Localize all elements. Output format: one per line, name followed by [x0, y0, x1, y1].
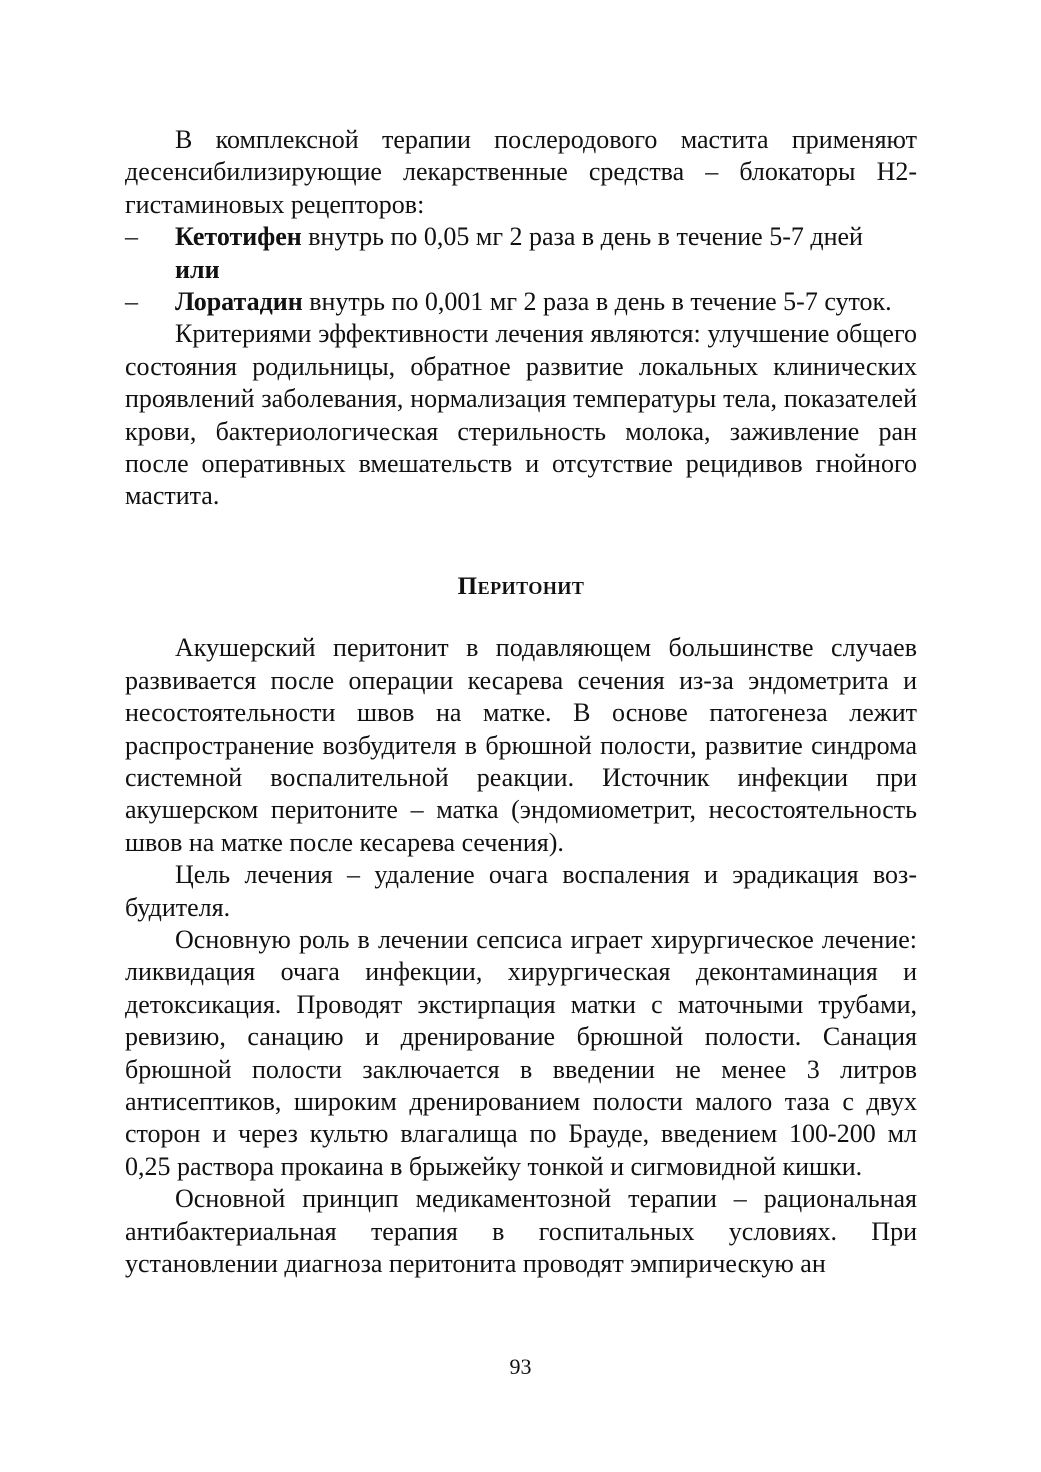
- body-paragraph: Основную роль в лечении сепсиса играет хирургическое лечение: ликвидация очага инфекции, хирургическая деконтаминация и детоксикация. Проводят экстирпация матки с маточными трубами, ревизию, санацию и дренирование брюшной полости. Санация брюшной полости заключается в введении не менее 3 литров антисептиков, широким дренированием полости малого таза с двух сторон и через культю влагалища по Брауде, введением 100-200 мл 0,25 раствора прокаина в брыжейку тонкой и сигмовидной кишки.: [125, 924, 917, 1181]
- list-dash: –: [125, 222, 138, 252]
- drug-dosage: внутрь по 0,05 мг 2 раза в день в течение 5-7 дней: [301, 222, 863, 252]
- criteria-paragraph: Критериями эффективности лечения являются: улучшение общего состояния родильницы, обратное развитие локальных клинических проявлений заболевания, нормализация температуры тела, показателей крови, бактериологическая стерильность молока, заживление ран после оперативных вмешательств и отсутствие рецидивов гнойного мастита.: [125, 319, 917, 511]
- list-item: [125, 286, 917, 318]
- body-paragraph: Основной принцип медикаментозной терапии – рациональная антибактериальная терапия в госпитальных условиях. При установлении диагноза перитонита проводят эмпирическую ан: [125, 1184, 917, 1278]
- list-dash: –: [125, 287, 138, 317]
- page-number: 93: [509, 1354, 532, 1379]
- intro-paragraph: В комплексной терапии послеродового мастита применяют десенсибилизирующие лекарственные средства – блокаторы Н2-гистаминовых рецепторов:: [125, 125, 917, 219]
- section-heading: Перитонит: [457, 572, 585, 600]
- drug-dosage: внутрь по 0,001 мг 2 раза в день в течение 5-7 суток.: [302, 287, 892, 317]
- drug-name: Кетотифен: [175, 222, 302, 252]
- drug-name: Лоратадин: [175, 287, 303, 317]
- body-paragraph: Цель лечения – удаление очага воспаления и эрадикация возбудителя.: [125, 860, 917, 922]
- page-content: [125, 124, 917, 1280]
- drug-list: [125, 221, 917, 318]
- list-connector: или: [175, 254, 220, 284]
- body-paragraph: Акушерский перитонит в подавляющем большинстве случаев развивается после операции кесарева сечения из-за эндометрита и несостоятельности швов на матке. В основе патогенеза лежит распространение возбудителя в брюшной полости, развитие синдрома системной воспалительной реакции. Источник инфекции при акушерском перитоните – матка (эндомиометрит, несостоятельность швов на матке после кесарева сечения).: [125, 633, 917, 857]
- list-item: [125, 221, 917, 286]
